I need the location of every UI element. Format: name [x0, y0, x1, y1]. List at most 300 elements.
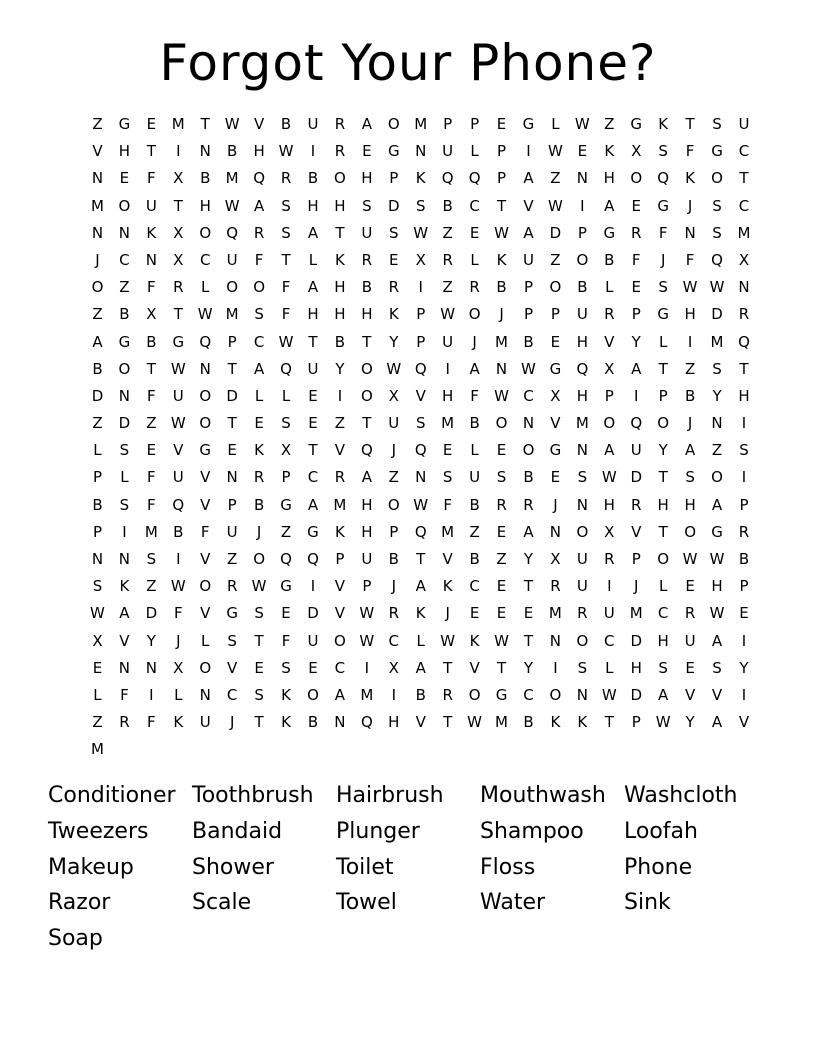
grid-letter[interactable]: C	[334, 658, 346, 677]
grid-letter[interactable]: H	[576, 332, 588, 351]
grid-letter[interactable]: G	[280, 577, 292, 596]
grid-letter[interactable]: O	[118, 359, 131, 378]
grid-letter[interactable]: R	[738, 305, 750, 324]
grid-letter[interactable]: T	[658, 522, 668, 541]
grid-letter[interactable]: Q	[414, 441, 427, 460]
grid-letter[interactable]: E	[631, 196, 641, 215]
grid-letter[interactable]: E	[496, 522, 507, 541]
grid-letter[interactable]: W	[440, 305, 456, 324]
grid-letter[interactable]: O	[91, 278, 104, 297]
grid-letter[interactable]: V	[442, 550, 453, 568]
grid-letter[interactable]: E	[254, 658, 264, 677]
grid-letter[interactable]: J	[256, 522, 262, 541]
grid-letter[interactable]: P	[470, 115, 480, 133]
grid-letter[interactable]: V	[200, 468, 211, 487]
grid-letter[interactable]: B	[684, 386, 696, 405]
grid-letter[interactable]: O	[576, 250, 589, 269]
grid-letter[interactable]: L	[470, 441, 479, 460]
grid-letter[interactable]: T	[335, 223, 345, 242]
grid-letter[interactable]: Y	[146, 631, 156, 650]
grid-letter[interactable]: S	[254, 604, 264, 623]
grid-letter[interactable]: C	[199, 250, 211, 269]
grid-letter[interactable]: B	[253, 495, 265, 514]
grid-letter[interactable]: H	[118, 142, 131, 161]
grid-letter[interactable]: U	[388, 414, 400, 433]
grid-letter[interactable]: A	[711, 495, 723, 514]
grid-letter[interactable]: I	[634, 386, 639, 405]
grid-letter[interactable]: Z	[442, 223, 453, 242]
grid-letter[interactable]: N	[576, 495, 588, 514]
grid-letter[interactable]: X	[415, 250, 426, 269]
grid-letter[interactable]: X	[173, 250, 184, 269]
grid-letter[interactable]: C	[388, 631, 400, 650]
grid-letter[interactable]: H	[361, 522, 373, 541]
grid-letter[interactable]: T	[443, 713, 453, 732]
grid-letter[interactable]: Y	[739, 658, 749, 677]
grid-letter[interactable]: T	[146, 142, 156, 161]
grid-letter[interactable]: H	[738, 386, 750, 405]
grid-letter[interactable]: G	[711, 522, 723, 541]
grid-letter[interactable]: B	[469, 550, 480, 568]
grid-letter[interactable]: O	[199, 577, 212, 596]
grid-letter[interactable]: U	[172, 386, 184, 405]
grid-letter[interactable]: F	[147, 278, 156, 297]
grid-letter[interactable]: E	[308, 386, 318, 405]
grid-letter[interactable]: H	[603, 169, 615, 188]
grid-letter[interactable]: E	[146, 115, 157, 133]
grid-letter[interactable]: C	[226, 685, 238, 704]
grid-letter[interactable]: Z	[469, 522, 480, 541]
grid-letter[interactable]: Z	[119, 278, 130, 297]
grid-letter[interactable]: W	[709, 278, 725, 297]
grid-letter[interactable]: L	[120, 468, 129, 487]
grid-letter[interactable]: O	[387, 115, 400, 133]
grid-letter[interactable]: V	[469, 658, 480, 677]
grid-letter[interactable]: B	[523, 713, 534, 732]
grid-letter[interactable]: N	[199, 142, 211, 161]
grid-letter[interactable]: F	[120, 685, 129, 704]
grid-letter[interactable]: Q	[738, 332, 750, 351]
grid-letter[interactable]: W	[278, 332, 294, 351]
grid-letter[interactable]: M	[629, 604, 643, 623]
grid-letter[interactable]: L	[470, 250, 479, 269]
grid-letter[interactable]: S	[712, 658, 722, 677]
grid-letter[interactable]: W	[278, 142, 294, 161]
grid-letter[interactable]: U	[684, 631, 696, 650]
grid-letter[interactable]: U	[361, 223, 373, 242]
grid-letter[interactable]: P	[281, 468, 291, 487]
grid-letter[interactable]: O	[199, 386, 212, 405]
grid-letter[interactable]: N	[334, 713, 346, 732]
grid-letter[interactable]: Z	[496, 550, 507, 568]
grid-letter[interactable]: M	[495, 713, 508, 732]
grid-letter[interactable]: S	[362, 196, 372, 215]
grid-letter[interactable]: H	[576, 386, 588, 405]
grid-letter[interactable]: E	[685, 658, 695, 677]
grid-letter[interactable]: I	[741, 631, 747, 650]
grid-letter[interactable]: A	[523, 522, 534, 541]
grid-letter[interactable]: I	[553, 658, 558, 677]
grid-letter[interactable]: R	[684, 604, 696, 623]
grid-letter[interactable]: E	[254, 414, 264, 433]
grid-letter[interactable]: O	[307, 685, 319, 704]
grid-letter[interactable]: B	[334, 332, 346, 351]
grid-letter[interactable]: T	[523, 577, 534, 596]
grid-letter[interactable]: E	[469, 604, 480, 623]
grid-letter[interactable]: X	[92, 631, 103, 650]
grid-letter[interactable]: S	[658, 658, 668, 677]
grid-letter[interactable]: H	[603, 495, 615, 514]
grid-letter[interactable]: N	[145, 250, 157, 269]
grid-letter[interactable]: F	[281, 631, 291, 650]
grid-letter[interactable]: I	[176, 142, 181, 161]
grid-letter[interactable]: U	[145, 196, 157, 215]
grid-letter[interactable]: N	[118, 658, 131, 677]
grid-letter[interactable]: U	[307, 115, 319, 133]
grid-letter[interactable]: C	[738, 142, 750, 161]
grid-letter[interactable]: O	[253, 550, 265, 568]
grid-letter[interactable]: T	[416, 550, 426, 568]
grid-letter[interactable]: I	[310, 577, 316, 596]
grid-letter[interactable]: Z	[92, 713, 103, 732]
grid-letter[interactable]: S	[685, 468, 695, 487]
grid-letter[interactable]: H	[307, 305, 319, 324]
grid-letter[interactable]: K	[146, 223, 157, 242]
grid-letter[interactable]: P	[497, 169, 507, 188]
grid-letter[interactable]: O	[199, 223, 212, 242]
grid-letter[interactable]: P	[335, 550, 345, 568]
grid-letter[interactable]: P	[523, 278, 533, 297]
grid-letter[interactable]: O	[360, 386, 373, 405]
grid-letter[interactable]: P	[631, 550, 641, 568]
grid-letter[interactable]: N	[415, 142, 427, 161]
grid-letter[interactable]: S	[254, 305, 264, 324]
grid-letter[interactable]: W	[601, 468, 617, 487]
grid-letter[interactable]: L	[174, 685, 183, 704]
grid-letter[interactable]: A	[523, 223, 534, 242]
grid-letter[interactable]: F	[147, 386, 156, 405]
grid-letter[interactable]: R	[361, 250, 373, 269]
grid-letter[interactable]: A	[415, 577, 426, 596]
grid-letter[interactable]: R	[738, 522, 750, 541]
grid-letter[interactable]: G	[630, 115, 643, 133]
grid-letter[interactable]: U	[226, 250, 238, 269]
grid-letter[interactable]: E	[92, 658, 103, 677]
grid-letter[interactable]: Y	[658, 441, 668, 460]
grid-letter[interactable]: O	[576, 522, 589, 541]
grid-letter[interactable]: P	[739, 495, 749, 514]
grid-letter[interactable]: S	[442, 468, 453, 487]
grid-letter[interactable]: W	[413, 223, 429, 242]
grid-letter[interactable]: M	[90, 196, 104, 215]
grid-letter[interactable]: V	[200, 550, 211, 568]
grid-letter[interactable]: A	[307, 278, 319, 297]
grid-letter[interactable]: T	[254, 713, 264, 732]
grid-letter[interactable]: N	[145, 658, 157, 677]
grid-letter[interactable]: B	[577, 278, 588, 297]
grid-letter[interactable]: Q	[199, 332, 212, 351]
grid-letter[interactable]: K	[658, 115, 669, 133]
grid-letter[interactable]: A	[334, 685, 346, 704]
grid-letter[interactable]: S	[389, 223, 399, 242]
grid-letter[interactable]: O	[334, 169, 346, 188]
grid-letter[interactable]: X	[146, 305, 157, 324]
grid-letter[interactable]: N	[576, 169, 588, 188]
grid-letter[interactable]: P	[389, 169, 399, 188]
grid-letter[interactable]: S	[415, 414, 426, 433]
grid-letter[interactable]: P	[604, 386, 614, 405]
grid-letter[interactable]: L	[281, 386, 291, 405]
grid-letter[interactable]: S	[254, 685, 264, 704]
grid-letter[interactable]: H	[388, 713, 400, 732]
grid-letter[interactable]: Z	[146, 577, 157, 596]
grid-letter[interactable]: U	[442, 332, 454, 351]
grid-letter[interactable]: R	[496, 495, 507, 514]
grid-letter[interactable]: R	[631, 223, 642, 242]
grid-letter[interactable]: N	[226, 468, 238, 487]
grid-letter[interactable]: R	[253, 223, 265, 242]
grid-letter[interactable]: A	[658, 685, 669, 704]
grid-letter[interactable]: Z	[550, 169, 561, 188]
grid-letter[interactable]: L	[201, 278, 210, 297]
grid-letter[interactable]: V	[334, 604, 346, 623]
grid-letter[interactable]: G	[549, 441, 562, 460]
grid-letter[interactable]: Q	[280, 359, 292, 378]
grid-letter[interactable]: H	[334, 196, 346, 215]
grid-letter[interactable]: M	[225, 169, 239, 188]
grid-letter[interactable]: H	[361, 305, 373, 324]
grid-letter[interactable]: X	[173, 658, 184, 677]
grid-letter[interactable]: C	[469, 196, 480, 215]
grid-letter[interactable]: G	[657, 196, 669, 215]
grid-letter[interactable]: V	[604, 332, 615, 351]
grid-letter[interactable]: M	[710, 332, 724, 351]
grid-letter[interactable]: S	[281, 223, 291, 242]
grid-letter[interactable]: M	[495, 332, 508, 351]
grid-letter[interactable]: E	[146, 441, 157, 460]
grid-letter[interactable]: X	[173, 169, 184, 188]
grid-letter[interactable]: P	[416, 305, 426, 324]
grid-letter[interactable]: O	[576, 631, 589, 650]
grid-letter[interactable]: A	[469, 359, 480, 378]
grid-letter[interactable]: A	[631, 359, 642, 378]
grid-letter[interactable]: K	[604, 142, 615, 161]
grid-letter[interactable]: P	[577, 223, 587, 242]
grid-letter[interactable]: G	[118, 115, 131, 133]
grid-letter[interactable]: Q	[630, 414, 643, 433]
grid-letter[interactable]: B	[173, 522, 184, 541]
grid-letter[interactable]: W	[682, 550, 698, 568]
grid-letter[interactable]: U	[226, 522, 238, 541]
grid-letter[interactable]: Z	[684, 359, 696, 378]
grid-letter[interactable]: F	[147, 169, 156, 188]
grid-letter[interactable]: R	[388, 278, 399, 297]
grid-letter[interactable]: W	[170, 414, 186, 433]
grid-letter[interactable]: I	[741, 685, 747, 704]
grid-letter[interactable]: P	[631, 713, 641, 732]
grid-letter[interactable]: V	[200, 495, 211, 514]
grid-letter[interactable]: D	[630, 631, 642, 650]
grid-letter[interactable]: Z	[334, 414, 346, 433]
grid-letter[interactable]: Z	[92, 115, 103, 133]
grid-letter[interactable]: I	[418, 278, 423, 297]
grid-letter[interactable]: Q	[576, 359, 589, 378]
grid-letter[interactable]: O	[199, 658, 212, 677]
grid-letter[interactable]: O	[657, 414, 670, 433]
grid-letter[interactable]: N	[199, 359, 211, 378]
grid-letter[interactable]: T	[200, 115, 210, 133]
grid-letter[interactable]: K	[173, 713, 184, 732]
grid-letter[interactable]: F	[147, 713, 156, 732]
grid-letter[interactable]: Y	[712, 386, 722, 405]
grid-letter[interactable]: B	[92, 495, 103, 514]
grid-letter[interactable]: Y	[335, 359, 345, 378]
grid-letter[interactable]: A	[253, 359, 265, 378]
grid-letter[interactable]: P	[739, 577, 749, 596]
grid-letter[interactable]: L	[551, 115, 560, 133]
grid-letter[interactable]: E	[523, 604, 534, 623]
grid-letter[interactable]: S	[712, 115, 722, 133]
grid-letter[interactable]: J	[660, 250, 666, 269]
grid-letter[interactable]: F	[685, 142, 695, 161]
grid-letter[interactable]: Z	[146, 414, 157, 433]
grid-letter[interactable]: T	[685, 115, 695, 133]
grid-letter[interactable]: E	[119, 169, 130, 188]
grid-letter[interactable]: K	[442, 577, 453, 596]
grid-letter[interactable]: U	[576, 577, 588, 596]
grid-letter[interactable]: A	[307, 223, 319, 242]
grid-letter[interactable]: E	[308, 414, 318, 433]
grid-letter[interactable]: X	[604, 359, 615, 378]
grid-letter[interactable]: O	[468, 305, 481, 324]
grid-letter[interactable]: N	[549, 631, 562, 650]
grid-letter[interactable]: K	[119, 577, 130, 596]
grid-letter[interactable]: E	[389, 250, 399, 269]
grid-letter[interactable]: N	[118, 223, 131, 242]
grid-letter[interactable]: J	[391, 577, 396, 596]
grid-letter[interactable]: E	[631, 278, 641, 297]
grid-letter[interactable]: B	[469, 495, 480, 514]
grid-letter[interactable]: T	[146, 359, 156, 378]
grid-letter[interactable]: P	[658, 386, 668, 405]
grid-letter[interactable]: U	[522, 250, 534, 269]
grid-letter[interactable]: A	[119, 604, 130, 623]
grid-letter[interactable]: K	[577, 713, 588, 732]
grid-letter[interactable]: R	[173, 278, 184, 297]
grid-letter[interactable]: Q	[360, 713, 373, 732]
grid-letter[interactable]: O	[549, 278, 562, 297]
grid-letter[interactable]: C	[119, 250, 130, 269]
grid-letter[interactable]: F	[658, 223, 668, 242]
grid-letter[interactable]: D	[388, 196, 400, 215]
grid-letter[interactable]: A	[684, 441, 696, 460]
grid-letter[interactable]: V	[173, 441, 184, 460]
grid-letter[interactable]: Y	[523, 550, 534, 568]
grid-letter[interactable]: Z	[550, 250, 561, 269]
grid-letter[interactable]: L	[93, 441, 102, 460]
grid-letter[interactable]: P	[92, 468, 102, 487]
grid-letter[interactable]: H	[684, 495, 696, 514]
grid-letter[interactable]: T	[604, 713, 614, 732]
grid-letter[interactable]: S	[415, 196, 426, 215]
grid-letter[interactable]: T	[496, 658, 507, 677]
grid-letter[interactable]: I	[337, 386, 343, 405]
grid-letter[interactable]: S	[119, 441, 130, 460]
grid-letter[interactable]: G	[118, 332, 131, 351]
grid-letter[interactable]: I	[607, 577, 612, 596]
grid-letter[interactable]: T	[496, 196, 507, 215]
grid-letter[interactable]: E	[577, 142, 588, 161]
grid-letter[interactable]: G	[280, 495, 292, 514]
grid-letter[interactable]: R	[119, 713, 130, 732]
grid-letter[interactable]: W	[251, 577, 267, 596]
grid-letter[interactable]: G	[603, 223, 616, 242]
grid-letter[interactable]: Z	[711, 441, 723, 460]
grid-letter[interactable]: H	[630, 658, 642, 677]
grid-letter[interactable]: S	[281, 196, 291, 215]
grid-letter[interactable]: U	[307, 359, 319, 378]
grid-letter[interactable]: K	[334, 522, 345, 541]
grid-letter[interactable]: R	[604, 305, 615, 324]
grid-letter[interactable]: U	[361, 550, 373, 568]
grid-letter[interactable]: V	[92, 142, 103, 161]
grid-letter[interactable]: N	[91, 169, 104, 188]
grid-letter[interactable]: L	[416, 631, 425, 650]
grid-letter[interactable]: R	[442, 685, 453, 704]
grid-letter[interactable]: Q	[414, 522, 427, 541]
grid-letter[interactable]: B	[523, 332, 534, 351]
grid-letter[interactable]: K	[281, 713, 291, 732]
grid-letter[interactable]: W	[709, 604, 725, 623]
grid-letter[interactable]: W	[170, 359, 186, 378]
grid-letter[interactable]: U	[469, 468, 481, 487]
grid-letter[interactable]: U	[738, 115, 750, 133]
grid-letter[interactable]: S	[712, 196, 722, 215]
grid-letter[interactable]: N	[684, 223, 696, 242]
grid-letter[interactable]: D	[226, 386, 238, 405]
grid-letter[interactable]: O	[253, 278, 265, 297]
grid-letter[interactable]: G	[199, 441, 212, 460]
grid-letter[interactable]: K	[496, 250, 507, 269]
grid-letter[interactable]: T	[308, 441, 318, 460]
grid-letter[interactable]: W	[386, 359, 402, 378]
grid-letter[interactable]: M	[171, 115, 185, 133]
grid-letter[interactable]: S	[658, 142, 668, 161]
grid-letter[interactable]: I	[364, 658, 370, 677]
grid-letter[interactable]: B	[442, 196, 453, 215]
grid-letter[interactable]: I	[310, 142, 316, 161]
grid-letter[interactable]: G	[495, 685, 508, 704]
grid-letter[interactable]: S	[739, 441, 749, 460]
grid-letter[interactable]: R	[334, 115, 346, 133]
grid-letter[interactable]: W	[494, 631, 509, 650]
grid-letter[interactable]: H	[361, 495, 373, 514]
grid-letter[interactable]: C	[523, 386, 534, 405]
grid-letter[interactable]: F	[147, 495, 156, 514]
grid-letter[interactable]: P	[389, 522, 399, 541]
grid-letter[interactable]: F	[281, 278, 291, 297]
grid-letter[interactable]: T	[227, 414, 237, 433]
grid-letter[interactable]: W	[197, 305, 213, 324]
grid-letter[interactable]: T	[281, 250, 291, 269]
grid-letter[interactable]: Y	[631, 332, 641, 351]
grid-letter[interactable]: W	[521, 359, 536, 378]
grid-letter[interactable]: R	[442, 250, 453, 269]
grid-letter[interactable]: B	[280, 115, 292, 133]
grid-letter[interactable]: D	[711, 305, 723, 324]
grid-letter[interactable]: Z	[280, 522, 292, 541]
grid-letter[interactable]: R	[631, 495, 642, 514]
